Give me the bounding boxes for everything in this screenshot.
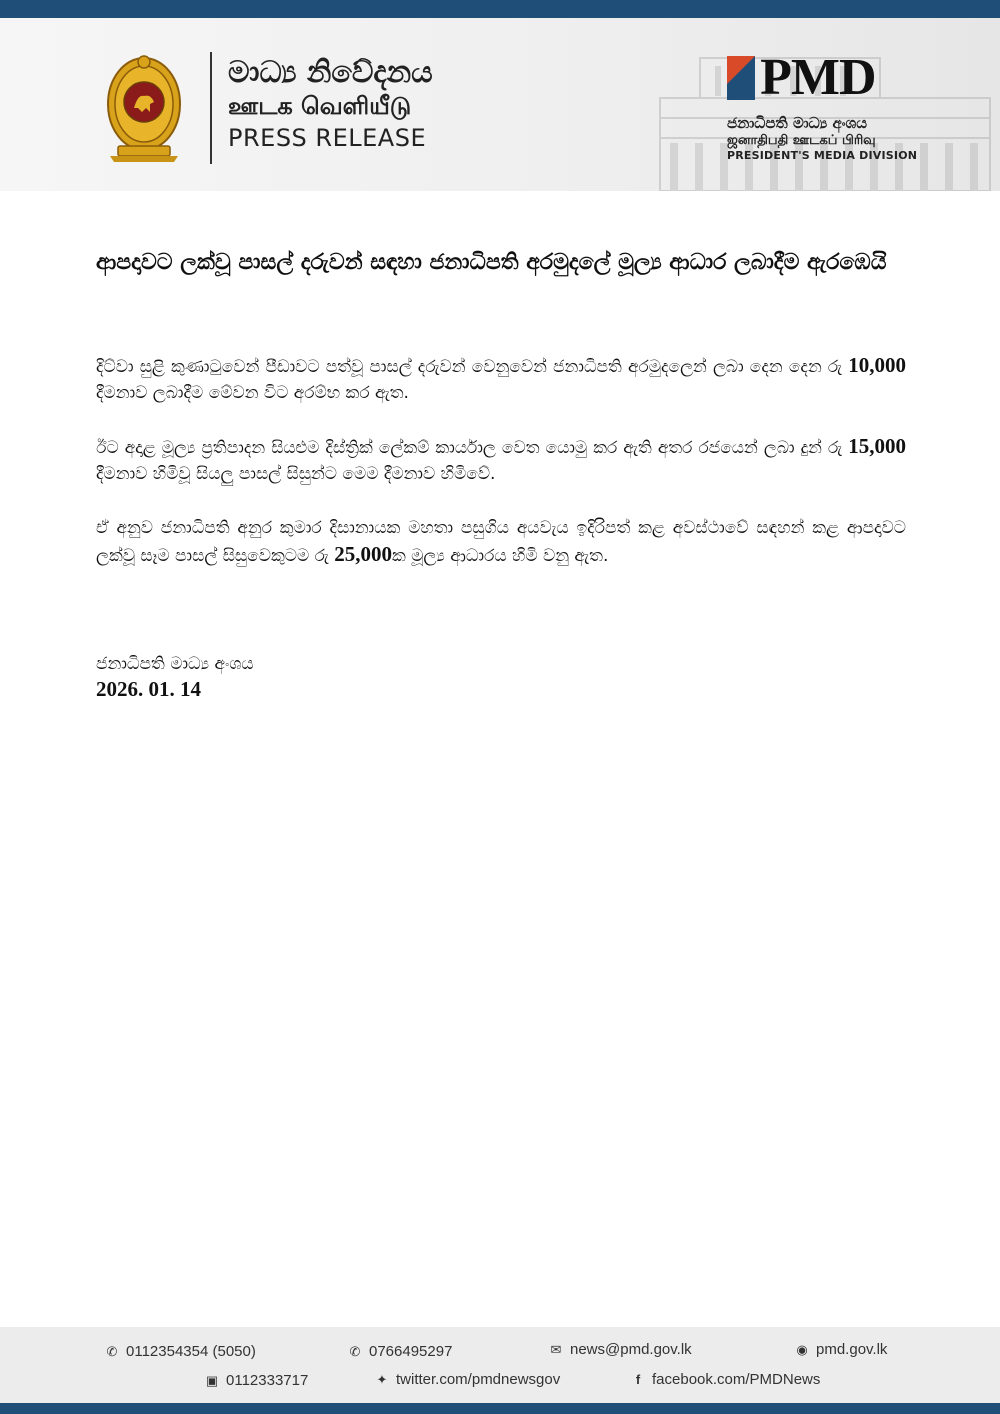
masthead-english: PRESS RELEASE (228, 124, 427, 153)
email-icon: ✉ (550, 1342, 562, 1357)
letterhead (0, 18, 1000, 191)
paragraph-1-amount: 10,000 (848, 353, 906, 377)
pmd-name-sinhala: ජනාධිපති මාධ්‍ය අංශය (727, 114, 868, 132)
pmd-division-names (727, 114, 917, 163)
contact-footer (0, 1327, 1000, 1403)
twitter-icon: ✦ (376, 1372, 388, 1387)
masthead-divider (210, 52, 212, 164)
paragraph-3-text-a: ඒ අනුව ජනාධිපති අනුර කුමාර දිසානායක මහතා පසුගිය අයවැය ඉදිරිපත් කළ අවස්ථාවේ සඳහන් කළ ආපදාවට ලක්වූ සෑම පාසල් සිසුවෙකුටම රු (96, 518, 906, 566)
footer-website-text: pmd.gov.lk (816, 1341, 888, 1358)
paragraph-3-text-b: ක මූල්‍ය ආධාරය හිමි වනු ඇත. (391, 546, 609, 566)
mobile-icon: ✆ (349, 1344, 361, 1359)
pmd-logo (727, 49, 876, 106)
phone-icon: ✆ (106, 1344, 118, 1359)
pmd-wordmark: PMD (760, 49, 876, 106)
footer-twitter[interactable] (374, 1371, 560, 1388)
body-paragraph-1 (96, 352, 906, 406)
masthead-tamil: ஊடக வெளியீடு (228, 92, 412, 120)
footer-phone[interactable] (104, 1343, 256, 1360)
footer-fax-text: 0112333717 (226, 1372, 309, 1389)
paragraph-3-amount: 25,000 (334, 542, 392, 566)
footer-facebook-text: facebook.com/PMDNews (652, 1371, 821, 1388)
paragraph-2-text-a: ඊට අදාළ මූල්‍ය ප්‍රතිපාදන සියළුම දිස්ත්‍රික් ලේකම් කාර්යාල වෙත යොමු කර ඇති අතර රජයෙන් ලබා දුන් රු (96, 438, 849, 458)
pmd-name-english: PRESIDENT'S MEDIA DIVISION (727, 149, 918, 162)
footer-mobile-text: 0766495297 (369, 1343, 453, 1360)
body-paragraph-3 (96, 515, 906, 569)
paragraph-1-text-b: දීමනාව ලබාදීම මේවන විට අරම්භ කර ඇත. (96, 383, 409, 403)
footer-email[interactable] (548, 1341, 692, 1358)
footer-website[interactable] (794, 1341, 887, 1358)
body-paragraph-2 (96, 433, 906, 487)
signature-office: ජනාධිපති මාධ්‍ය අංශය (96, 654, 254, 674)
footer-fax[interactable] (204, 1372, 308, 1389)
fax-icon: ▣ (205, 1373, 219, 1388)
press-release-title: ආපදාවට ලක්වූ පාසල් දරුවන් සඳහා ජනාධිපති අරමුදලේ මූල්‍ය ආධාර ලබාදීම ඇරඹෙයි (96, 250, 887, 275)
top-color-bar (0, 0, 1000, 18)
globe-icon: ◉ (796, 1342, 808, 1357)
footer-phone-text: 0112354354 (5050) (126, 1343, 256, 1360)
paragraph-2-amount: 15,000 (848, 434, 906, 458)
pmd-logo-mark-icon (727, 56, 755, 100)
paragraph-1-text-a: දිට්වා සුළි කුණාටුවෙන් පීඩාවට පත්වූ පාසල් දරුවන් වෙනුවෙන් ජනාධිපති අරමුදලෙන් ලබා දෙන දෙන රු (96, 357, 849, 377)
facebook-icon: f (635, 1372, 641, 1387)
footer-email-text: news@pmd.gov.lk (570, 1341, 692, 1358)
sri-lanka-emblem (104, 50, 184, 162)
masthead-sinhala: මාධ්‍ය නිවේදනය (228, 55, 433, 90)
footer-mobile[interactable] (347, 1343, 452, 1360)
paragraph-2-text-b: දීමනාව හිමිවූ සියලු පාසල් සිසුන්ට මෙම දීමනාව හිමිවේ. (96, 464, 496, 484)
release-date: 2026. 01. 14 (96, 677, 201, 701)
masthead (228, 56, 433, 152)
pmd-name-tamil: ஜனாதிபதி ஊடகப் பிரிவு (727, 132, 876, 148)
bottom-color-bar (0, 1403, 1000, 1414)
footer-facebook[interactable] (630, 1371, 820, 1388)
footer-twitter-text: twitter.com/pmdnewsgov (396, 1371, 561, 1388)
